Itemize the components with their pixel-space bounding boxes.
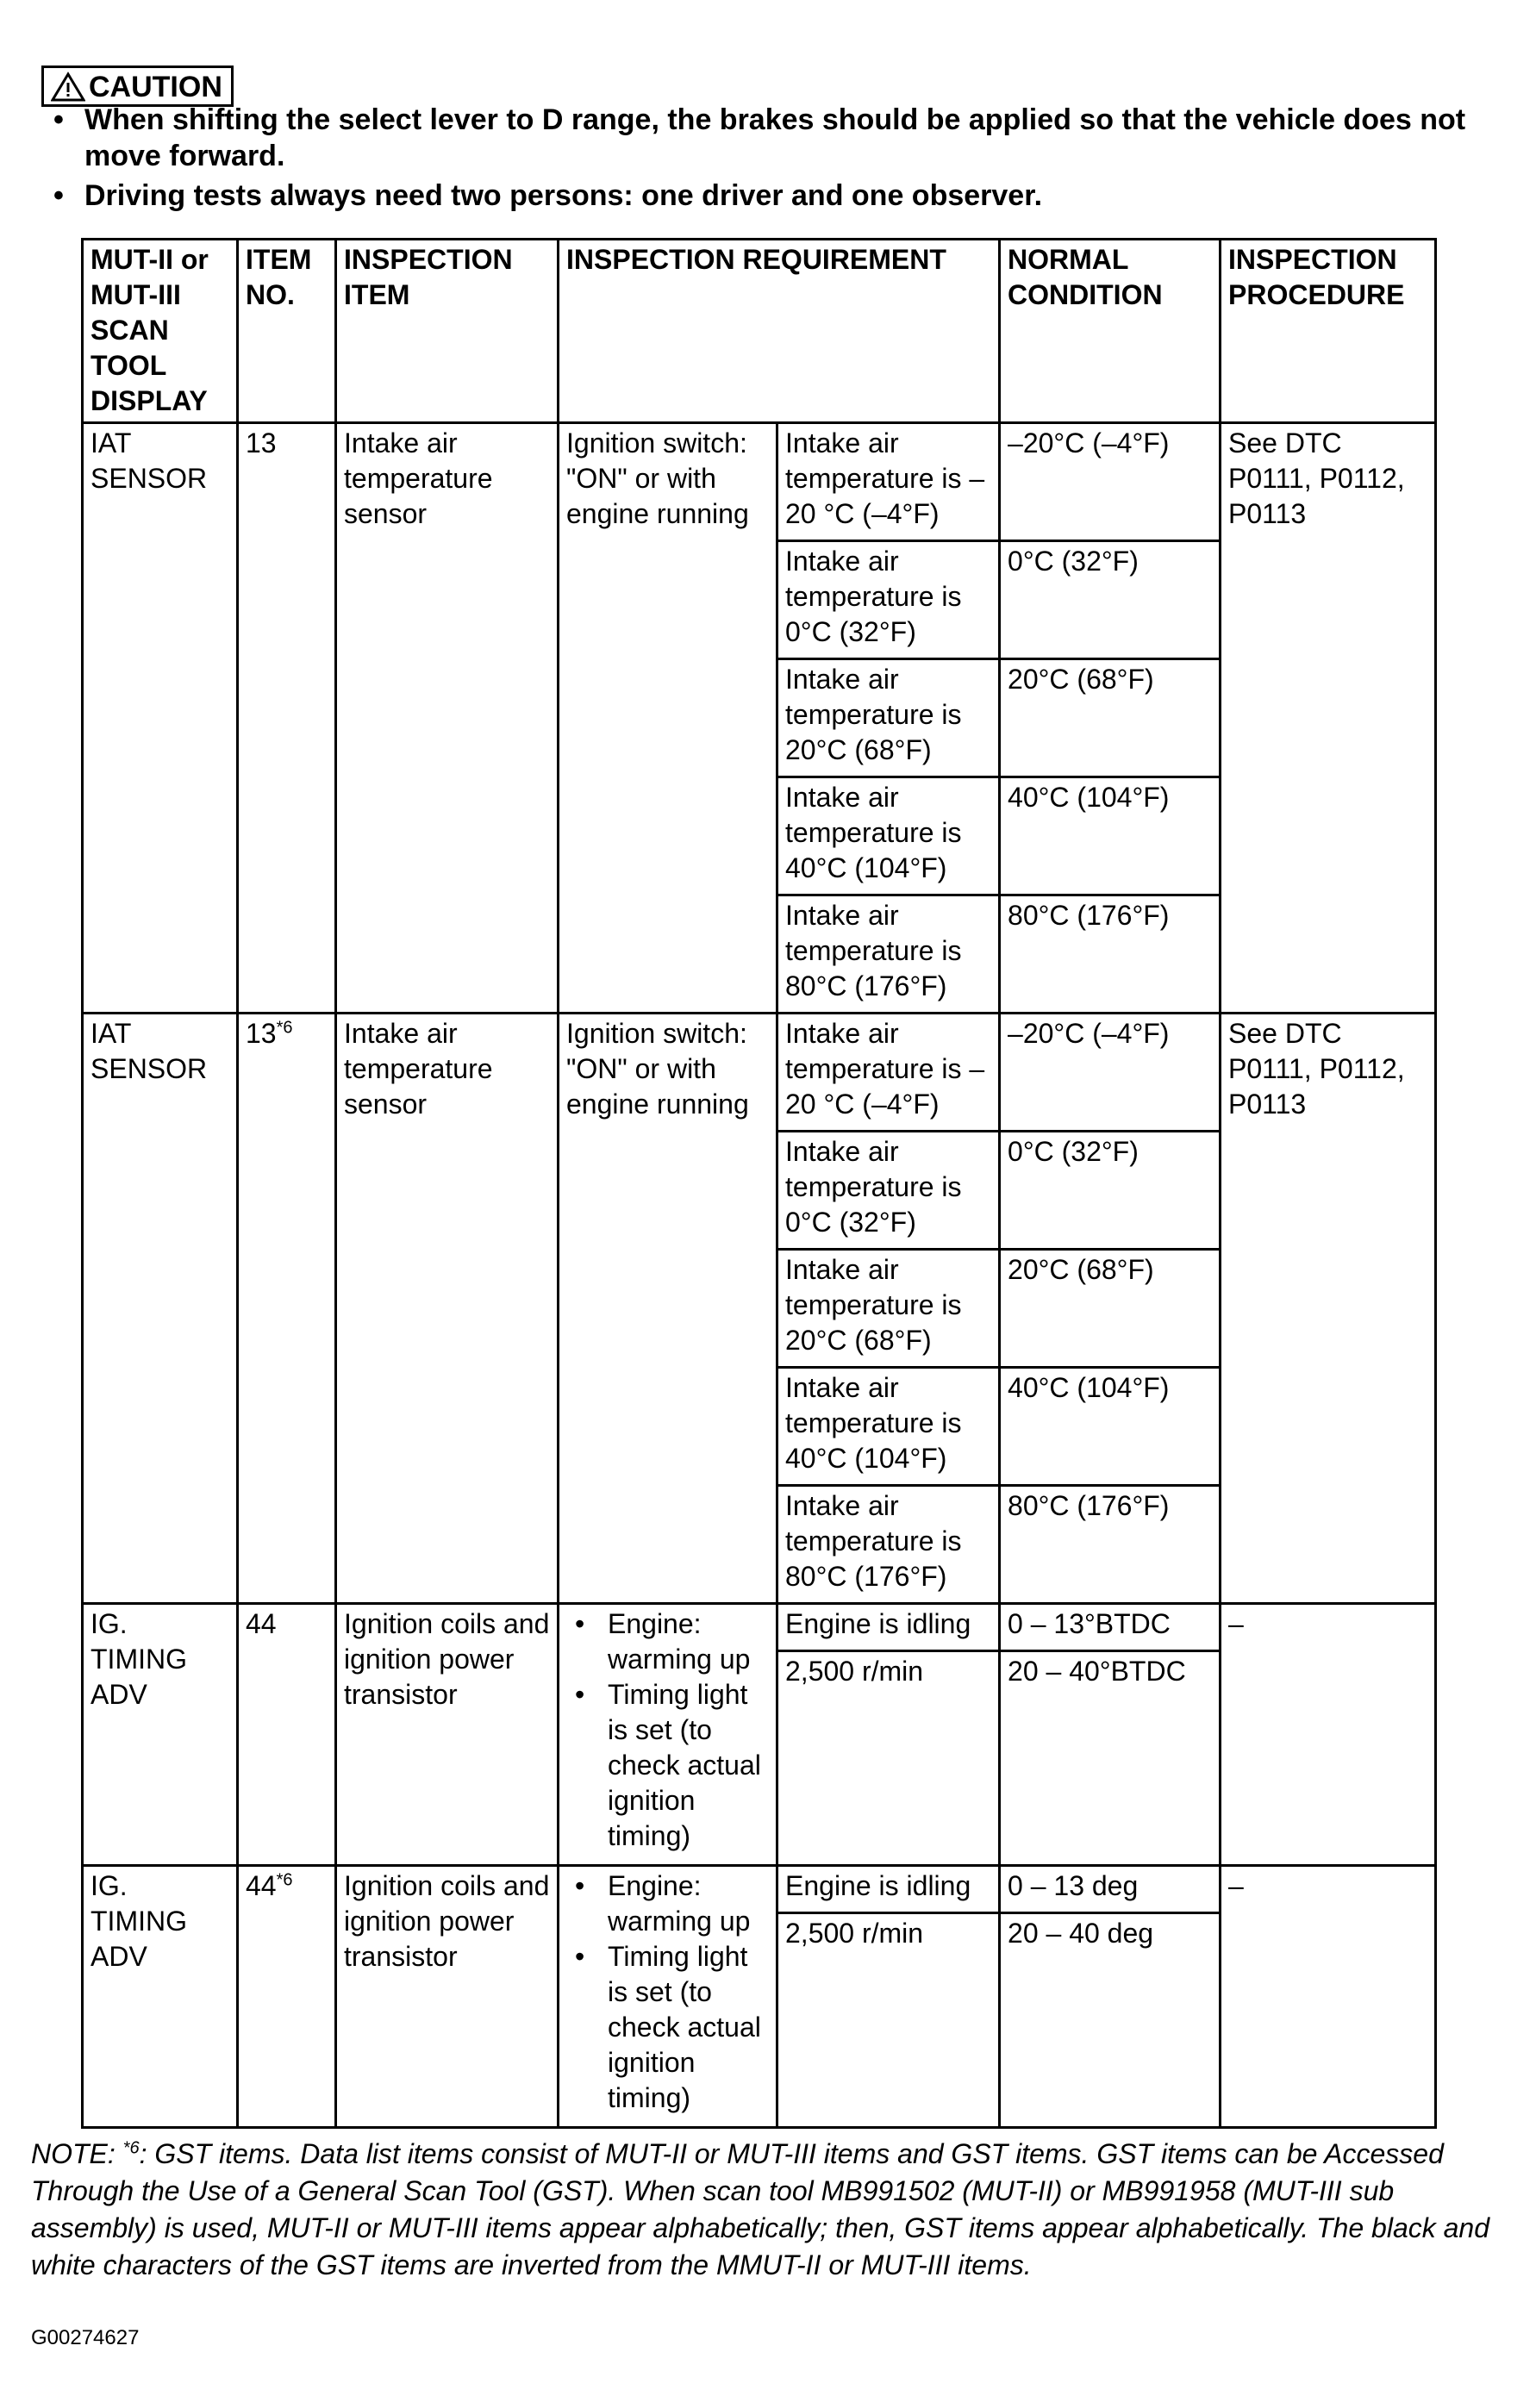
cell-normal-condition: 20 – 40 deg: [1000, 1913, 1221, 2128]
cell-condition-requirement: Intake air temperature is 20°C (68°F): [777, 659, 1000, 777]
cell-procedure: –: [1221, 1604, 1436, 1866]
cell-condition-requirement: Intake air temperature is 0°C (32°F): [777, 1132, 1000, 1250]
table-header-row: [83, 240, 1436, 423]
warning-triangle-icon: [51, 72, 85, 103]
table-row: [83, 1014, 1436, 1132]
cell-normal-condition: 20°C (68°F): [1000, 659, 1221, 777]
cell-item-no: [238, 1866, 336, 2128]
item-no: 44: [246, 1870, 277, 1901]
cell-condition-requirement: 2,500 r/min: [777, 1913, 1000, 2128]
cell-inspection-item: Intake air temperature sensor: [336, 423, 559, 1014]
item-sup: *6: [276, 1870, 293, 1890]
cell-item-no: [238, 1604, 336, 1866]
header-item-no: ITEM NO.: [238, 240, 336, 423]
caution-bullet: • When shifting the select lever to D range, the brakes should be applied so that the vehicle does not move forward.: [53, 102, 1519, 174]
cell-normal-condition: 0 – 13°BTDC: [1000, 1604, 1221, 1651]
caution-box: [41, 66, 234, 107]
cell-display: IAT SENSOR: [83, 1014, 238, 1604]
cell-requirement: Ignition switch: "ON" or with engine running: [559, 423, 777, 1014]
figure-code: G00274627: [31, 2326, 140, 2349]
requirement-bullet: • Engine: warming up: [566, 1606, 769, 1677]
header-procedure: INSPECTION PROCEDURE: [1221, 240, 1436, 423]
item-no: 13: [246, 427, 277, 459]
header-display: MUT-II or MUT-III SCAN TOOL DISPLAY: [83, 240, 238, 423]
cell-procedure: –: [1221, 1866, 1436, 2128]
cell-condition-requirement: Intake air temperature is 0°C (32°F): [777, 541, 1000, 659]
cell-normal-condition: 40°C (104°F): [1000, 777, 1221, 895]
cell-condition-requirement: Intake air temperature is 40°C (104°F): [777, 777, 1000, 895]
header-normal-condition: NORMAL CONDITION: [1000, 240, 1221, 423]
caution-bullet: • Driving tests always need two persons: one driver and one observer.: [53, 178, 1519, 214]
requirement-bullet: • Engine: warming up: [566, 1868, 769, 1939]
cell-normal-condition: –20°C (–4°F): [1000, 1014, 1221, 1132]
cell-condition-requirement: Intake air temperature is 20°C (68°F): [777, 1250, 1000, 1368]
note-sup: *6: [122, 2138, 140, 2158]
note: [31, 2136, 1514, 2284]
cell-normal-condition: 40°C (104°F): [1000, 1368, 1221, 1486]
table-row: [83, 423, 1436, 541]
cell-procedure: See DTC P0111, P0112, P0113: [1221, 1014, 1436, 1604]
note-text: : GST items. Data list items consist of MUT-II or MUT-III items and GST items. GST items can be Accessed Through the Use of a General Scan Tool (GST). When scan tool MB991502 (MUT-II) or MB991958 (MUT-III sub assembly) is used, MUT-II or MUT-III items appear alphabetically; then, GST items appear alphabetically. The black and white characters of the GST items are inverted from the MMUT-II or MUT-III items.: [31, 2138, 1490, 2280]
cell-requirement: [559, 1866, 777, 2128]
cell-normal-condition: 0°C (32°F): [1000, 541, 1221, 659]
requirement-bullet: • Timing light is set (to check actual ignition timing): [566, 1677, 769, 1854]
cell-condition-requirement: Engine is idling: [777, 1866, 1000, 1913]
cell-normal-condition: 20 – 40°BTDC: [1000, 1651, 1221, 1866]
cell-normal-condition: 0 – 13 deg: [1000, 1866, 1221, 1913]
cell-normal-condition: 80°C (176°F): [1000, 895, 1221, 1014]
cell-item-no: [238, 423, 336, 1014]
header-inspection-item: INSPECTION ITEM: [336, 240, 559, 423]
requirement-list: [566, 1606, 769, 1854]
cell-item-no: [238, 1014, 336, 1604]
cell-normal-condition: –20°C (–4°F): [1000, 423, 1221, 541]
cell-inspection-item: Ignition coils and ignition power transistor: [336, 1866, 559, 2128]
caution-label: CAUTION: [89, 71, 222, 103]
cell-condition-requirement: Engine is idling: [777, 1604, 1000, 1651]
requirement-bullet: • Timing light is set (to check actual ignition timing): [566, 1939, 769, 2116]
header-requirement: INSPECTION REQUIREMENT: [559, 240, 1000, 423]
cell-condition-requirement: 2,500 r/min: [777, 1651, 1000, 1866]
cell-condition-requirement: Intake air temperature is 40°C (104°F): [777, 1368, 1000, 1486]
item-sup: *6: [276, 1018, 293, 1038]
data-list-table: [81, 238, 1437, 2129]
cell-inspection-item: Intake air temperature sensor: [336, 1014, 559, 1604]
cell-condition-requirement: Intake air temperature is –20 °C (–4°F): [777, 423, 1000, 541]
cell-requirement: [559, 1604, 777, 1866]
table-row: [83, 1604, 1436, 1651]
cell-display: IG. TIMING ADV: [83, 1866, 238, 2128]
cell-inspection-item: Ignition coils and ignition power transistor: [336, 1604, 559, 1866]
item-no: 44: [246, 1608, 277, 1639]
requirement-list: [566, 1868, 769, 2116]
cell-condition-requirement: Intake air temperature is 80°C (176°F): [777, 1486, 1000, 1604]
item-no: 13: [246, 1018, 277, 1049]
note-prefix: NOTE:: [31, 2138, 123, 2169]
cell-normal-condition: 0°C (32°F): [1000, 1132, 1221, 1250]
caution-bullets: [53, 102, 1519, 217]
cell-display: IAT SENSOR: [83, 423, 238, 1014]
cell-procedure: See DTC P0111, P0112, P0113: [1221, 423, 1436, 1014]
cell-normal-condition: 80°C (176°F): [1000, 1486, 1221, 1604]
cell-condition-requirement: Intake air temperature is 80°C (176°F): [777, 895, 1000, 1014]
cell-normal-condition: 20°C (68°F): [1000, 1250, 1221, 1368]
cell-requirement: Ignition switch: "ON" or with engine running: [559, 1014, 777, 1604]
cell-display: IG. TIMING ADV: [83, 1604, 238, 1866]
cell-condition-requirement: Intake air temperature is –20 °C (–4°F): [777, 1014, 1000, 1132]
table-row: [83, 1866, 1436, 1913]
